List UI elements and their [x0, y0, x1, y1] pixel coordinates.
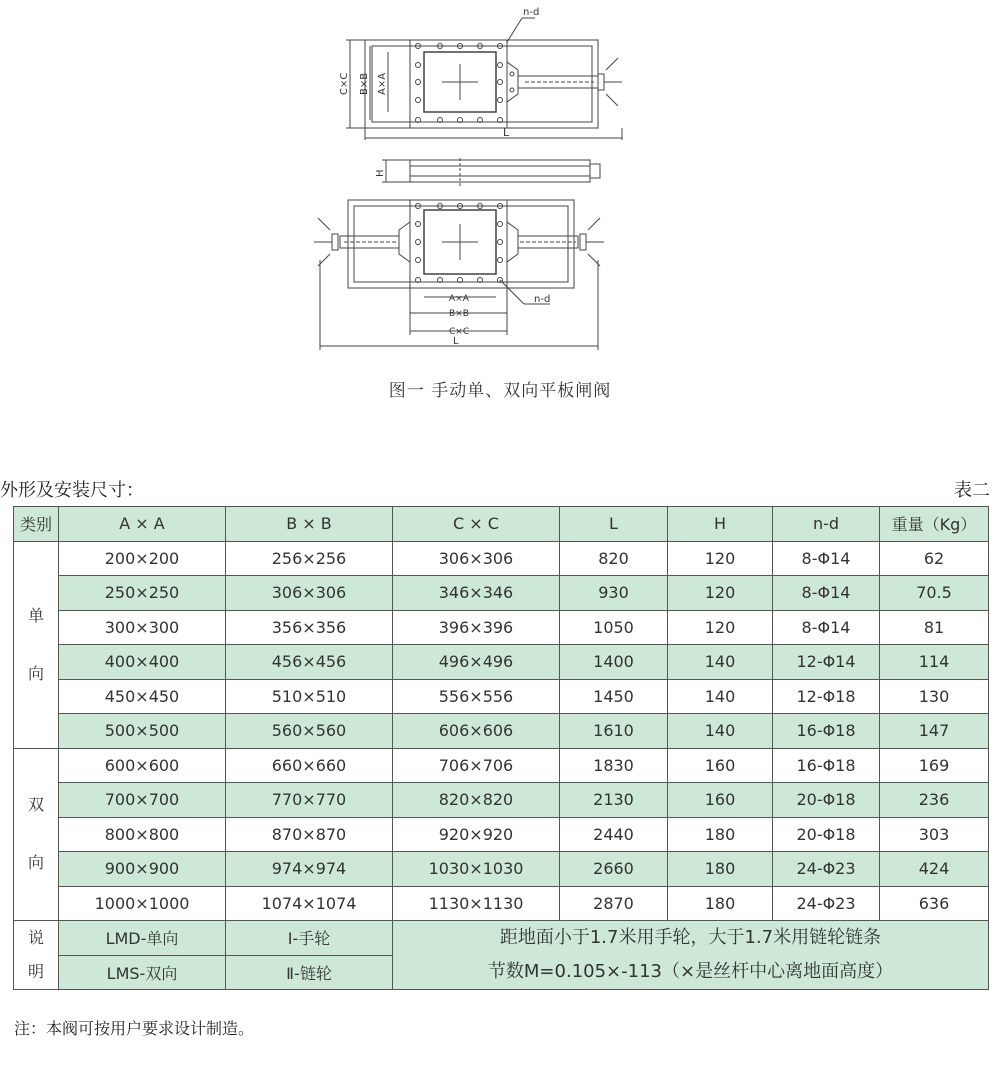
table-cell: 1830 [560, 748, 668, 783]
table-cell: 800×800 [59, 817, 226, 852]
section-title: 外形及安装尺寸： [0, 480, 144, 501]
table-cell: 160 [668, 783, 773, 818]
table-row [14, 852, 989, 887]
label-aa-bottom: A×A [449, 294, 469, 304]
table-cell: 130 [880, 679, 989, 714]
table-cell: 24-Φ23 [773, 886, 880, 921]
model-single: LMD-单向 [59, 921, 226, 956]
table-cell: 1074×1074 [226, 886, 393, 921]
table-cell: 303 [880, 817, 989, 852]
table-row [14, 679, 989, 714]
group-label-char: 向 [27, 853, 44, 873]
table-cell: 974×974 [226, 852, 393, 887]
table-row [14, 576, 989, 611]
table-cell: 2440 [560, 817, 668, 852]
table-cell: 606×606 [393, 714, 560, 749]
dimension-table [13, 506, 989, 990]
table-cell: 2130 [560, 783, 668, 818]
table-cell: 1050 [560, 610, 668, 645]
drive-handwheel: Ⅰ-手轮 [226, 921, 393, 956]
table-cell: 1030×1030 [393, 852, 560, 887]
table-cell: 120 [668, 610, 773, 645]
table-cell: 169 [880, 748, 989, 783]
figure-caption: 图一 手动单、双向平板闸阀 [388, 381, 612, 401]
table-cell: 12-Φ14 [773, 645, 880, 680]
table-cell: 140 [668, 679, 773, 714]
table-cell: 81 [880, 610, 989, 645]
label-bb-top: B×B [359, 72, 370, 95]
table-cell: 1610 [560, 714, 668, 749]
table-cell: 930 [560, 576, 668, 611]
table-row [14, 783, 989, 818]
label-nd-bottom: n-d [534, 294, 551, 305]
group-label-char: 向 [27, 663, 44, 683]
footnote: 注：本阀可按用户要求设计制造。 [14, 1019, 255, 1038]
table-number: 表二 [954, 480, 990, 501]
table-cell: 456×456 [226, 645, 393, 680]
table-cell: 16-Φ18 [773, 714, 880, 749]
table-cell: 120 [668, 576, 773, 611]
notes-text-cell [393, 921, 989, 990]
table-cell: 180 [668, 886, 773, 921]
header-cell: B × B [226, 507, 393, 542]
table-cell: 560×560 [226, 714, 393, 749]
model-double: LMS-双向 [59, 955, 226, 990]
header-cell: 重量（Kg） [880, 507, 989, 542]
table-cell: 820×820 [393, 783, 560, 818]
table-cell: 346×346 [393, 576, 560, 611]
group-cell [14, 748, 59, 921]
table-cell: 20-Φ18 [773, 817, 880, 852]
table-cell: 180 [668, 852, 773, 887]
table-cell: 770×770 [226, 783, 393, 818]
table-cell: 400×400 [59, 645, 226, 680]
table-cell: 900×900 [59, 852, 226, 887]
header-cell: n-d [773, 507, 880, 542]
table-row [14, 886, 989, 921]
table-cell: 12-Φ18 [773, 679, 880, 714]
table-cell: 500×500 [59, 714, 226, 749]
table-cell: 8-Φ14 [773, 610, 880, 645]
table-cell: 140 [668, 645, 773, 680]
table-cell: 396×396 [393, 610, 560, 645]
table-cell: 450×450 [59, 679, 226, 714]
table-cell: 496×496 [393, 645, 560, 680]
table-cell: 356×356 [226, 610, 393, 645]
notes-label-char: 明 [27, 962, 44, 981]
table-row [14, 817, 989, 852]
table-cell: 600×600 [59, 748, 226, 783]
table-cell: 16-Φ18 [773, 748, 880, 783]
table-cell: 120 [668, 541, 773, 576]
table-cell: 2870 [560, 886, 668, 921]
table-row [14, 714, 989, 749]
table-cell: 636 [880, 886, 989, 921]
label-bb-bottom: B×B [449, 309, 469, 319]
header-cell: A × A [59, 507, 226, 542]
label-h-side: H [375, 169, 386, 177]
table-cell: 1400 [560, 645, 668, 680]
label-nd-top: n-d [523, 7, 540, 18]
table-cell: 300×300 [59, 610, 226, 645]
table-row [14, 645, 989, 680]
table-cell: 70.5 [880, 576, 989, 611]
table-cell: 306×306 [226, 576, 393, 611]
notes-label-char: 说 [27, 928, 44, 947]
table-row [14, 610, 989, 645]
group-label-char: 单 [27, 605, 44, 625]
table-cell: 820 [560, 541, 668, 576]
label-l-bottom: L [453, 336, 459, 347]
drive-sprocket: Ⅱ-链轮 [226, 955, 393, 990]
table-cell: 706×706 [393, 748, 560, 783]
header-cell: C × C [393, 507, 560, 542]
header-cell: 类别 [14, 507, 59, 542]
table-cell: 424 [880, 852, 989, 887]
notes-row [14, 921, 989, 956]
label-l-top: L [503, 126, 510, 139]
table-cell: 114 [880, 645, 989, 680]
table-cell: 160 [668, 748, 773, 783]
table-cell: 1000×1000 [59, 886, 226, 921]
table-cell: 180 [668, 817, 773, 852]
table-cell: 8-Φ14 [773, 541, 880, 576]
table-row [14, 748, 989, 783]
table-cell: 660×660 [226, 748, 393, 783]
label-cc-top: C×C [339, 72, 350, 95]
notes-line-1: 距地面小于1.7米用手轮，大于1.7米用链轮链条 [499, 927, 882, 948]
table-cell: 700×700 [59, 783, 226, 818]
table-cell: 20-Φ18 [773, 783, 880, 818]
group-cell [14, 541, 59, 748]
notes-line-2: 节数M=0.105×-113（×是丝杆中心离地面高度） [487, 961, 894, 982]
table-cell: 510×510 [226, 679, 393, 714]
table-cell: 1130×1130 [393, 886, 560, 921]
group-label-char: 双 [27, 795, 44, 815]
label-cc-bottom: C×C [449, 327, 470, 337]
table-cell: 200×200 [59, 541, 226, 576]
header-cell: L [560, 507, 668, 542]
table-row [14, 541, 989, 576]
table-cell: 256×256 [226, 541, 393, 576]
table-cell: 1450 [560, 679, 668, 714]
header-cell: H [668, 507, 773, 542]
table-cell: 24-Φ23 [773, 852, 880, 887]
table-cell: 8-Φ14 [773, 576, 880, 611]
table-cell: 870×870 [226, 817, 393, 852]
table-cell: 556×556 [393, 679, 560, 714]
label-aa-top: A×A [377, 72, 388, 95]
table-cell: 2660 [560, 852, 668, 887]
table-header-row [14, 507, 989, 542]
table-cell: 140 [668, 714, 773, 749]
table-cell: 306×306 [393, 541, 560, 576]
table-cell: 62 [880, 541, 989, 576]
table-cell: 236 [880, 783, 989, 818]
table-cell: 250×250 [59, 576, 226, 611]
table-cell: 147 [880, 714, 989, 749]
notes-label-cell [14, 921, 59, 990]
table-cell: 920×920 [393, 817, 560, 852]
valve-technical-drawing [310, 0, 650, 360]
